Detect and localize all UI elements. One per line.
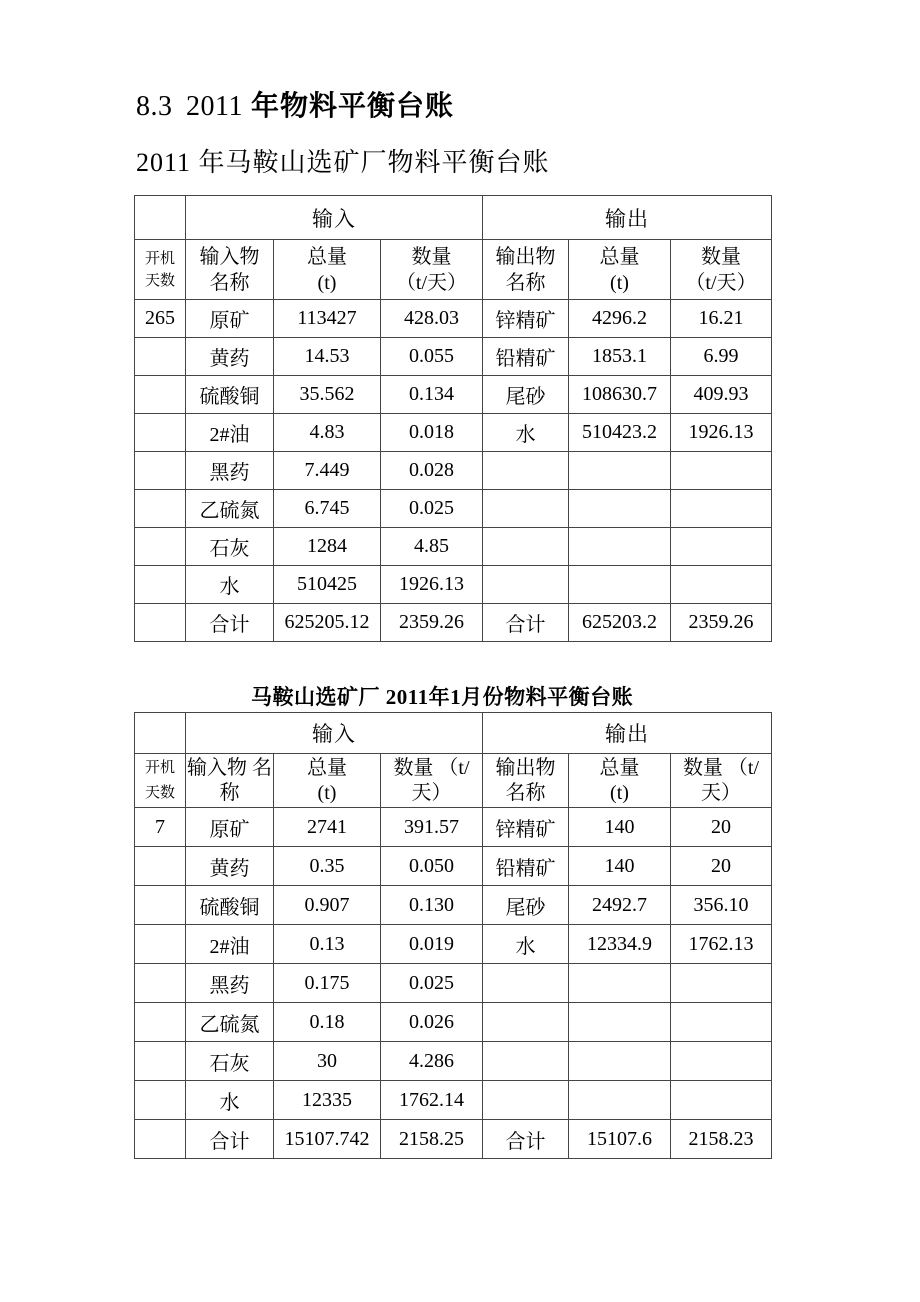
table-cell xyxy=(483,1003,569,1042)
table-cell: 石灰 xyxy=(186,1042,274,1081)
table-cell xyxy=(569,1081,671,1120)
table-cell: 16.21 xyxy=(671,300,772,338)
table-cell: 尾砂 xyxy=(483,376,569,414)
table-cell: 0.028 xyxy=(381,452,483,490)
table-row xyxy=(135,414,772,452)
table-cell: 0.907 xyxy=(274,886,381,925)
column-header-line: 总量 xyxy=(307,245,347,268)
table-cell: 20 xyxy=(671,808,772,847)
table-cell xyxy=(671,1003,772,1042)
table-row xyxy=(135,925,772,964)
table-cell: 石灰 xyxy=(186,528,274,566)
table-cell: 391.57 xyxy=(381,808,483,847)
column-header-output-total xyxy=(569,754,671,808)
table-cell xyxy=(483,528,569,566)
column-header-line: (t) xyxy=(317,271,337,294)
table-cell xyxy=(671,490,772,528)
table-cell xyxy=(135,925,186,964)
column-header-line: 称 xyxy=(219,781,240,804)
table-cell xyxy=(671,452,772,490)
table-cell xyxy=(671,566,772,604)
table-row xyxy=(135,808,772,847)
table-cell: 510423.2 xyxy=(569,414,671,452)
table-cell: 水 xyxy=(483,925,569,964)
table-cell: 0.130 xyxy=(381,886,483,925)
column-header-line: 名称 xyxy=(505,781,546,804)
table-cell: 428.03 xyxy=(381,300,483,338)
table-row xyxy=(135,490,772,528)
column-header-output-rate xyxy=(671,240,772,300)
table-cell: 6.745 xyxy=(274,490,381,528)
table-cell xyxy=(569,964,671,1003)
january-material-balance-table xyxy=(134,712,772,1159)
table-row xyxy=(135,300,772,338)
column-header-line: 名称 xyxy=(505,271,546,294)
column-header-line: 输出物 xyxy=(495,245,556,268)
table-cell xyxy=(569,566,671,604)
column-header-line: （t/天） xyxy=(685,271,757,294)
column-header-line: （t/天） xyxy=(395,271,468,294)
table-row xyxy=(135,1003,772,1042)
column-header-line: 数量 （t/ xyxy=(393,756,470,779)
table-cell xyxy=(569,1042,671,1081)
table-cell: 黑药 xyxy=(186,452,274,490)
table-cell: 108630.7 xyxy=(569,376,671,414)
table-cell xyxy=(135,886,186,925)
table-cell xyxy=(671,964,772,1003)
table-cell: 0.026 xyxy=(381,1003,483,1042)
table-cell: 乙硫氮 xyxy=(186,490,274,528)
table-cell: 硫酸铜 xyxy=(186,376,274,414)
table-cell xyxy=(135,604,186,642)
table-cell: 水 xyxy=(186,566,274,604)
table-cell xyxy=(569,490,671,528)
table-row xyxy=(135,566,772,604)
column-header-line: (t) xyxy=(317,781,337,804)
column-header-line: 输出物 xyxy=(495,756,556,779)
table-row xyxy=(135,376,772,414)
table-cell: 1762.13 xyxy=(671,925,772,964)
table-cell: 6.99 xyxy=(671,338,772,376)
column-header-input-name xyxy=(186,240,274,300)
table-cell: 14.53 xyxy=(274,338,381,376)
table-cell xyxy=(135,566,186,604)
column-header-line: 名称 xyxy=(209,271,250,294)
table-cell: 7.449 xyxy=(274,452,381,490)
table-cell: 合计 xyxy=(483,1120,569,1159)
output-group-header: 输出 xyxy=(483,196,772,240)
column-header-days xyxy=(135,754,186,808)
section-title-text: 年物料平衡台账 xyxy=(250,91,454,122)
table-cell: 铅精矿 xyxy=(483,847,569,886)
column-header-output-rate xyxy=(671,754,772,808)
column-header-line: 天） xyxy=(411,781,452,804)
table-cell xyxy=(135,338,186,376)
column-header-line: 开机 xyxy=(144,250,175,267)
table-cell xyxy=(569,1003,671,1042)
table-cell xyxy=(483,1042,569,1081)
column-header-days xyxy=(135,240,186,300)
table-cell: 1284 xyxy=(274,528,381,566)
table-cell: 15107.6 xyxy=(569,1120,671,1159)
table-cell: 356.10 xyxy=(671,886,772,925)
table-cell: 4.286 xyxy=(381,1042,483,1081)
document-subtitle: 2011 年马鞍山选矿厂物料平衡台账 xyxy=(136,148,550,177)
column-header-line: (t) xyxy=(610,781,629,804)
table-row xyxy=(135,604,772,642)
table-cell xyxy=(135,964,186,1003)
table-row xyxy=(135,886,772,925)
column-header-line: 总量 xyxy=(307,756,347,779)
table-cell: 合计 xyxy=(186,1120,274,1159)
column-header-line: 开机 xyxy=(144,759,175,776)
table-cell: 2#油 xyxy=(186,925,274,964)
table-cell xyxy=(483,566,569,604)
table-cell: 12334.9 xyxy=(569,925,671,964)
table-cell: 2492.7 xyxy=(569,886,671,925)
table-cell: 硫酸铜 xyxy=(186,886,274,925)
column-header-line: 总量 xyxy=(599,245,640,268)
column-header-line: 天数 xyxy=(144,784,175,801)
table-cell xyxy=(671,528,772,566)
table-cell: 140 xyxy=(569,808,671,847)
table-cell: 0.025 xyxy=(381,490,483,528)
table-cell: 黄药 xyxy=(186,847,274,886)
table-cell: 水 xyxy=(483,414,569,452)
table-cell: 0.055 xyxy=(381,338,483,376)
table-cell: 409.93 xyxy=(671,376,772,414)
table-cell: 尾砂 xyxy=(483,886,569,925)
table-cell: 113427 xyxy=(274,300,381,338)
table-row xyxy=(135,1081,772,1120)
table-cell: 合计 xyxy=(186,604,274,642)
table-cell: 12335 xyxy=(274,1081,381,1120)
section-heading xyxy=(136,84,454,124)
monthly-table-caption: 马鞍山选矿厂 2011年1月份物料平衡台账 xyxy=(251,685,634,709)
table-cell: 2359.26 xyxy=(381,604,483,642)
table-cell xyxy=(135,1120,186,1159)
table-row xyxy=(135,338,772,376)
table-cell: 510425 xyxy=(274,566,381,604)
table-cell: 2#油 xyxy=(186,414,274,452)
table-cell: 0.019 xyxy=(381,925,483,964)
table-cell: 黄药 xyxy=(186,338,274,376)
table-cell xyxy=(135,847,186,886)
input-group-header: 输入 xyxy=(186,196,483,240)
table-cell: 265 xyxy=(135,300,186,338)
column-header-output-total xyxy=(569,240,671,300)
column-header-line: (t) xyxy=(610,271,629,294)
table-row xyxy=(135,964,772,1003)
table-cell: 原矿 xyxy=(186,808,274,847)
table-cell: 4296.2 xyxy=(569,300,671,338)
table-cell: 2158.23 xyxy=(671,1120,772,1159)
table-cell xyxy=(671,1081,772,1120)
column-header-input-name xyxy=(186,754,274,808)
table-cell: 0.13 xyxy=(274,925,381,964)
table-cell xyxy=(135,376,186,414)
table-cell: 合计 xyxy=(483,604,569,642)
table-cell xyxy=(569,452,671,490)
table-group-header-row xyxy=(135,713,772,754)
table-cell xyxy=(483,452,569,490)
table-cell: 15107.742 xyxy=(274,1120,381,1159)
column-header-output-name xyxy=(483,240,569,300)
table-cell xyxy=(135,490,186,528)
table-cell: 4.83 xyxy=(274,414,381,452)
table-cell xyxy=(135,1042,186,1081)
column-header-input-rate xyxy=(381,754,483,808)
column-header-line: 天） xyxy=(701,781,741,804)
table-cell xyxy=(135,1081,186,1120)
table-cell: 黑药 xyxy=(186,964,274,1003)
table-cell xyxy=(671,1042,772,1081)
table-row xyxy=(135,847,772,886)
section-number: 8.3 2011 xyxy=(136,91,243,122)
column-header-line: 数量 xyxy=(701,245,741,268)
table-row xyxy=(135,452,772,490)
table-row xyxy=(135,1042,772,1081)
table-cell: 原矿 xyxy=(186,300,274,338)
table-column-header-row xyxy=(135,240,772,300)
table-cell xyxy=(569,528,671,566)
table-group-header-row xyxy=(135,196,772,240)
table-cell: 7 xyxy=(135,808,186,847)
column-header-line: 输入物 xyxy=(199,245,260,268)
input-group-header: 输入 xyxy=(186,713,483,754)
table-cell: 0.050 xyxy=(381,847,483,886)
table-cell: 0.025 xyxy=(381,964,483,1003)
column-header-line: 数量 xyxy=(411,245,452,268)
column-header-output-name xyxy=(483,754,569,808)
table-row xyxy=(135,1120,772,1159)
corner-cell xyxy=(135,196,186,240)
table-cell: 625203.2 xyxy=(569,604,671,642)
table-cell: 1926.13 xyxy=(381,566,483,604)
table-cell: 0.18 xyxy=(274,1003,381,1042)
column-header-input-rate xyxy=(381,240,483,300)
table-cell: 0.018 xyxy=(381,414,483,452)
table-cell: 1853.1 xyxy=(569,338,671,376)
column-header-line: 天数 xyxy=(144,272,175,289)
column-header-input-total xyxy=(274,754,381,808)
table-cell: 625205.12 xyxy=(274,604,381,642)
table-cell: 锌精矿 xyxy=(483,300,569,338)
table-cell xyxy=(135,528,186,566)
table-cell: 0.134 xyxy=(381,376,483,414)
table-cell: 0.35 xyxy=(274,847,381,886)
table-cell xyxy=(483,1081,569,1120)
table-cell: 140 xyxy=(569,847,671,886)
table-cell xyxy=(135,414,186,452)
table-cell: 20 xyxy=(671,847,772,886)
table-cell: 2741 xyxy=(274,808,381,847)
table-cell xyxy=(483,490,569,528)
table-column-header-row xyxy=(135,754,772,808)
column-header-line: 输入物 名 xyxy=(187,756,272,779)
annual-material-balance-table xyxy=(134,195,772,642)
table-cell: 乙硫氮 xyxy=(186,1003,274,1042)
table-cell: 30 xyxy=(274,1042,381,1081)
table-cell: 2359.26 xyxy=(671,604,772,642)
table-cell xyxy=(483,964,569,1003)
table-cell: 4.85 xyxy=(381,528,483,566)
column-header-input-total xyxy=(274,240,381,300)
output-group-header: 输出 xyxy=(483,713,772,754)
table-cell: 锌精矿 xyxy=(483,808,569,847)
table-cell xyxy=(135,1003,186,1042)
table-cell: 铅精矿 xyxy=(483,338,569,376)
column-header-line: 总量 xyxy=(599,756,640,779)
table-cell: 1926.13 xyxy=(671,414,772,452)
table-cell xyxy=(135,452,186,490)
corner-cell xyxy=(135,713,186,754)
column-header-line: 数量 （t/ xyxy=(682,756,760,779)
table-cell: 1762.14 xyxy=(381,1081,483,1120)
table-cell: 2158.25 xyxy=(381,1120,483,1159)
table-cell: 35.562 xyxy=(274,376,381,414)
table-cell: 水 xyxy=(186,1081,274,1120)
table-cell: 0.175 xyxy=(274,964,381,1003)
table-row xyxy=(135,528,772,566)
